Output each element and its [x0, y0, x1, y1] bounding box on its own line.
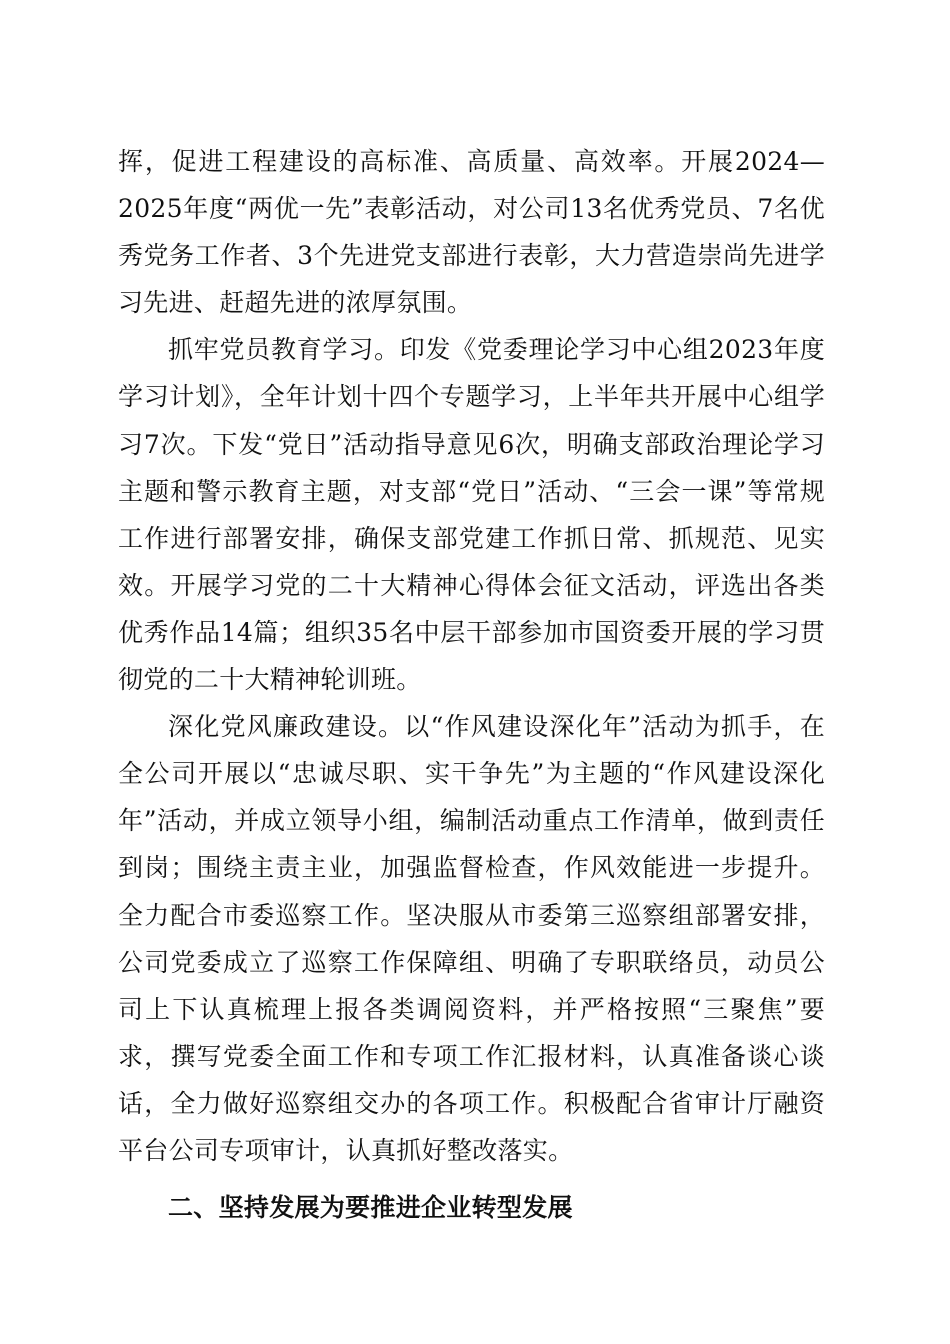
paragraph-clean-governance: 深化党风廉政建设。以“作风建设深化年”活动为抓手，在全公司开展以“忠诚尽职、实干争先”为主题的“作风建设深化年”活动，并成立领导小组，编制活动重点工作清单，做到责任到岗；围绕主责主业，加强监督检查，作风效能进一步提升。全力配合市委巡察工作。坚决服从市委第三巡察组部署安排，公司党委成立了巡察工作保障组、明确了专职联络员，动员公司上下认真梳理上报各类调阅资料，并严格按照“三聚焦”要求，撰写党委全面工作和专项工作汇报材料，认真准备谈心谈话，全力做好巡察组交办的各项工作。积极配合省审计厅融资平台公司专项审计，认真抓好整改落实。	[118, 712, 825, 1165]
paragraph-party-education: 抓牢党员教育学习。印发《党委理论学习中心组2023年度学习计划》，全年计划十四个专题学习，上半年共开展中心组学习7次。下发“党日”活动指导意见6次，明确支部政治理论学习主题和警示教育主题，对支部“党日”活动、“三会一课”等常规工作进行部署安排，确保支部党建工作抓日常、抓规范、见实效。开展学习党的二十大精神心得体会征文活动，评选出各类优秀作品14篇；组织35名中层干部参加市国资委开展的学习贯彻党的二十大精神轮训班。	[118, 335, 825, 695]
paragraph-continuation: 挥，促进工程建设的高标准、高质量、高效率。开展2024—2025年度“两优一先”表彰活动，对公司13名优秀党员、7名优秀党务工作者、3个先进党支部进行表彰，大力营造崇尚先进学习先进、赶超先进的浓厚氛围。	[118, 147, 825, 318]
section-heading: 二、坚持发展为要推进企业转型发展	[168, 1193, 573, 1223]
document-body	[118, 138, 825, 1231]
